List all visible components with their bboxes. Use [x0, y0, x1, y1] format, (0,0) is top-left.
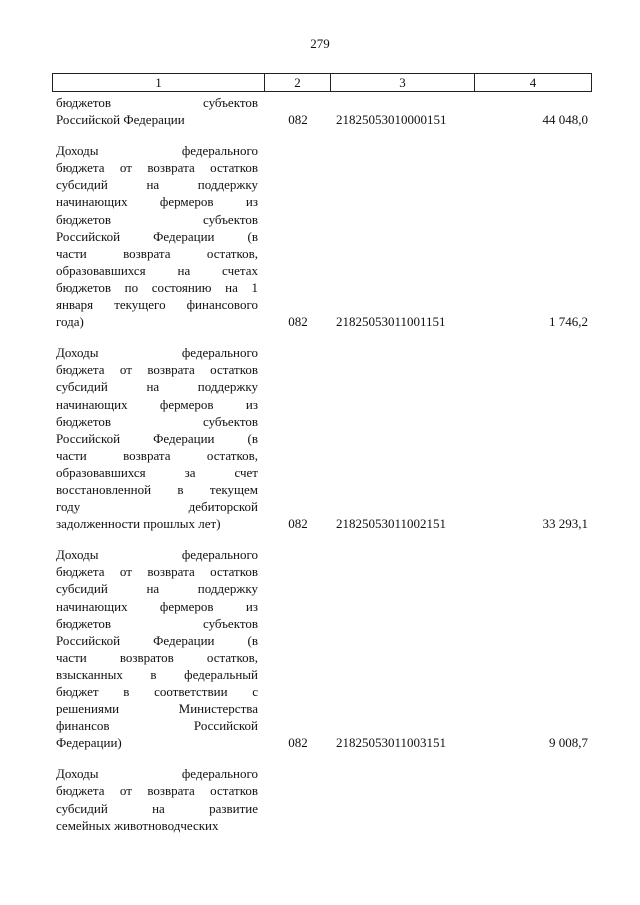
table-row [0, 142, 640, 330]
description-line: бюджета от возврата остатков [56, 362, 258, 378]
description-line: субсидий на поддержку [56, 581, 258, 597]
row-description [56, 546, 258, 751]
description-line: Доходы федерального [56, 143, 258, 159]
description-line: решениями Министерства [56, 701, 258, 717]
description-line: году дебиторской [56, 499, 258, 515]
table-row [0, 94, 640, 128]
description-line: января текущего финансового [56, 297, 258, 313]
table-header [52, 73, 592, 92]
row-description [56, 142, 258, 330]
description-line: субсидий на поддержку [56, 379, 258, 395]
header-col-3: 3 [331, 74, 475, 91]
description-line: начинающих фермеров из [56, 396, 258, 412]
description-line: бюджета от возврата остатков [56, 783, 258, 799]
row-kbk: 21825053011001151 [336, 314, 446, 330]
row-code: 082 [288, 112, 308, 128]
description-line: Доходы федерального [56, 766, 258, 782]
description-line: бюджета от возврата остатков [56, 160, 258, 176]
page-number: 279 [310, 36, 330, 51]
description-line: Доходы федерального [56, 345, 258, 361]
description-line: части возвратов остатков, [56, 649, 258, 665]
row-amount: 44 048,0 [542, 112, 588, 128]
table-row [0, 765, 640, 833]
row-kbk: 21825053010000151 [336, 112, 447, 128]
description-line: части возврата остатков, [56, 447, 258, 463]
description-line: бюджетов субъектов [56, 413, 258, 429]
description-line: бюджетов субъектов [56, 95, 258, 110]
description-line: задолженности прошлых лет) [56, 516, 221, 532]
description-line: финансов Российской [56, 718, 258, 734]
row-code: 082 [288, 314, 308, 330]
header-col-1: 1 [53, 74, 265, 91]
description-line: субсидий на развитие [56, 800, 258, 816]
row-code: 082 [288, 516, 308, 532]
table-body [0, 94, 640, 834]
row-description [56, 765, 258, 833]
description-line: части возврата остатков, [56, 245, 258, 261]
description-line: Российской Федерации (в [56, 632, 258, 648]
description-line: начинающих фермеров из [56, 598, 258, 614]
description-line: года) [56, 314, 84, 330]
description-line: семейных животноводческих [56, 817, 219, 833]
description-line: бюджет в соответствии с [56, 684, 258, 699]
description-line: субсидий на поддержку [56, 177, 258, 193]
header-col-2: 2 [265, 74, 331, 91]
row-description [56, 344, 258, 532]
description-line: Федерации) [56, 735, 122, 751]
table-row [0, 344, 640, 532]
description-line: образовавшихся на счетах [56, 262, 258, 278]
row-amount: 33 293,1 [542, 516, 588, 532]
row-description [56, 94, 258, 128]
description-line: бюджетов субъектов [56, 211, 258, 227]
description-line: Российской Федерации (в [56, 228, 258, 244]
row-amount: 1 746,2 [549, 314, 588, 330]
description-line: бюджетов по состоянию на 1 [56, 279, 258, 295]
description-line: бюджетов субъектов [56, 615, 258, 631]
header-col-4: 4 [529, 75, 537, 90]
row-kbk: 21825053011003151 [336, 735, 447, 751]
table-row [0, 546, 640, 751]
description-line: начинающих фермеров из [56, 194, 258, 210]
description-line: Российской Федерации (в [56, 430, 258, 446]
description-line: Российской Федерации [56, 112, 185, 128]
description-line: образовавшихся за счет [56, 464, 258, 480]
row-code: 082 [288, 735, 308, 751]
row-kbk: 21825053011002151 [336, 516, 447, 532]
row-amount: 9 008,7 [549, 735, 588, 751]
description-line: Доходы федерального [56, 547, 258, 563]
description-line: бюджета от возврата остатков [56, 564, 258, 580]
description-line: восстановленной в текущем [56, 481, 258, 497]
description-line: взысканных в федеральный [56, 666, 258, 682]
